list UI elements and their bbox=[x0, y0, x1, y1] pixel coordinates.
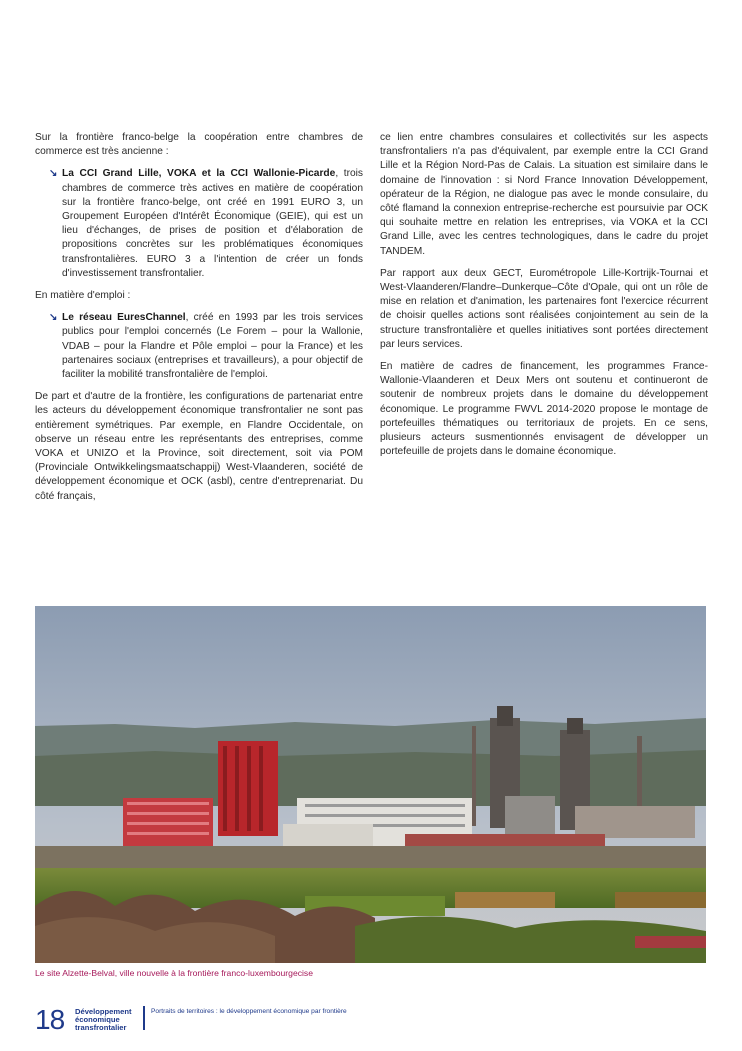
list-item bbox=[35, 311, 363, 382]
arrow-down-right-icon: ↘ bbox=[49, 312, 58, 324]
paragraph: En matière d'emploi : bbox=[35, 290, 131, 302]
industrial-landscape-image bbox=[35, 606, 706, 963]
paragraph: ce lien entre chambres consulaires et collectivités sur les aspects transfrontaliers n'a pas d'équivalent, par exemple entre la CCI Grand Lille et la Région Nord-Pas de Calais. La situation est similaire dans le domaine de l'innovation : si Nord France Innovation Développement, opérateur de la Région, ne dialogue pas avec le monde consulaire, du côté flamand la connexion entreprise-recherche est poursuivie par OCK qui souhaite mettre en relation les entreprises, via VOKA et la CCI Grand Lille, avec les centres technologiques, dans le cadre du projet TANDEM. bbox=[380, 132, 708, 257]
left-column bbox=[35, 131, 363, 512]
item-text: , trois chambres de commerce très actives en matière de coopération sur la frontière franco-belge, ont créé en 1991 EURO 3, un Groupement Européen d'Intérêt Économique (GEIE), qui est un lieu d'échanges, de prises de position et d'élaboration de propositions concrètes sur les problématiques économiques transfrontalières. EURO 3 a l'intention de créer un fonds d'investissement transfrontalier. bbox=[62, 168, 363, 279]
section-theme: Développement économique transfrontalier bbox=[75, 1007, 132, 1032]
arrow-down-right-icon: ↘ bbox=[49, 168, 58, 180]
item-text: , créé en 1993 par les trois services publics pour l'emploi concernés (Le Forem – pour la Wallonie, VDAB – pour la Flandre et Pôle emploi – pour la France) et les partenaires sociaux (entreprises et travailleurs), a pour objectif de faciliter la mobilité transfrontalière de l'emploi. bbox=[62, 312, 364, 381]
site-photo bbox=[35, 606, 706, 963]
paragraph: De part et d'autre de la frontière, les configurations de partenariat entre les acteurs du développement économique transfrontalier ne sont pas entièrement symétriques. Par exemple, en Flandre Occidentale, on observe un réseau entre les représentants des entreprises, comme VOKA et UNIZO et la Province, soit directement, soit via POM (Provinciale Ontwikkelingsmaatschappij) West-Vlaanderen, société de développement économique et OCK (asbl), centre d'entreprenariat. Du côté français, bbox=[35, 391, 363, 502]
item-title: La CCI Grand Lille, VOKA et la CCI Wallonie-Picarde bbox=[62, 168, 336, 180]
paragraph: En matière de cadres de financement, les programmes France-Wallonie-Vlaanderen et Deux Mers ont soutenu et continueront de soutenir de nombreux projets dans le domaine du développement économique. Le programme FWVL 2014-2020 propose le montage de portefeuilles thématiques ou territoriaux de projets. En ce sens, plusieurs acteurs susmentionnés envisagent de développer un portefeuille de projets dans le domaine économique. bbox=[380, 361, 708, 458]
item-title: Le réseau EuresChannel bbox=[62, 312, 186, 324]
right-column bbox=[380, 131, 708, 467]
page-number: 18 bbox=[35, 1004, 65, 1035]
photo-caption: Le site Alzette-Belval, ville nouvelle à la frontière franco-luxembourgecise bbox=[35, 968, 314, 978]
paragraph: Par rapport aux deux GECT, Eurométropole Lille-Kortrijk-Tournai et West-Vlaanderen/Flandre–Dunkerque–Côte d'Opale, qui ont un rôle de mise en relation et d'animation, les partenaires font l'exercice récurrent de choisir quelles actions sont réalisées conjointement au sein de la structure transfrontalière et quelles initiatives sont portées directement par leurs services. bbox=[380, 267, 708, 350]
intro-paragraph: Sur la frontière franco-belge la coopération entre chambres de commerce est très ancienne : bbox=[35, 132, 363, 158]
footer-divider bbox=[143, 1006, 145, 1030]
list-item bbox=[35, 167, 363, 281]
publication-title: Portraits de territoires : le développement économique par frontière bbox=[151, 1008, 347, 1015]
